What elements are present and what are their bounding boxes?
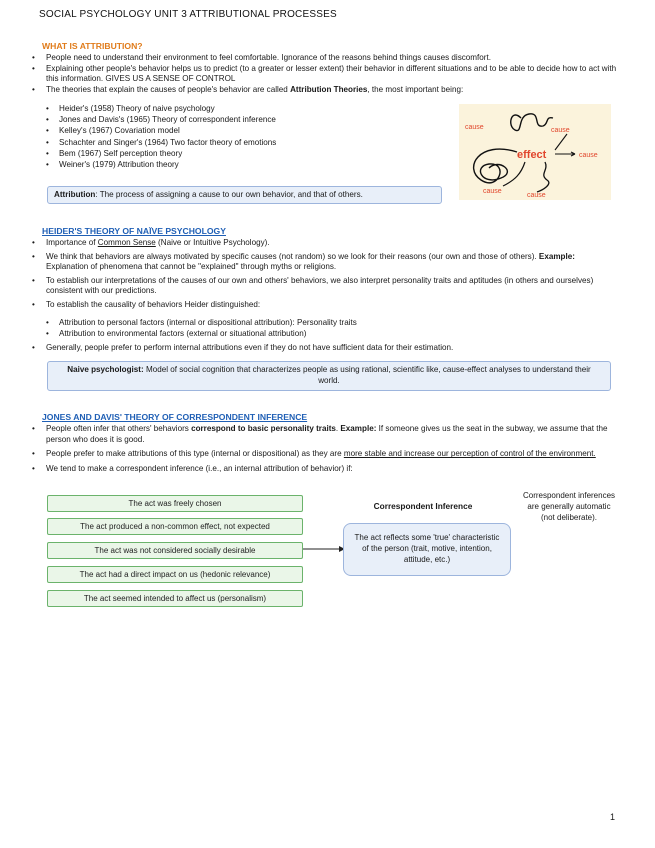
condition-box: The act was not considered socially desirable xyxy=(47,542,303,559)
list-item: • The theories that explain the causes of people's behavior are called Attribution Theories, the most important being: xyxy=(28,85,618,96)
arrow-to-far-cause xyxy=(555,152,575,156)
section-heading-heider: HEIDER'S THEORY OF NAÏVE PSYCHOLOGY xyxy=(42,226,226,236)
list-item: • Jones and Davis's (1965) Theory of correspondent inference xyxy=(28,114,448,125)
condition-box: The act was freely chosen xyxy=(47,495,303,512)
heider-bullets xyxy=(28,238,618,311)
cause-label: cause xyxy=(527,192,546,199)
attribution-definition: Attribution: The process of assigning a cause to our own behavior, and that of others. xyxy=(47,186,442,204)
list-item: • We think that behaviors are always motivated by specific causes (not random) so we look for their reasons (our own and those of others). Example: Explanation of phenomena that cannot be "explained" through myths or religions. xyxy=(28,252,618,273)
correspondent-inference-box: The act reflects some 'true' characteristic of the person (trait, motive, intention, attitude, etc.) xyxy=(343,523,511,576)
list-item: • Generally, people prefer to perform internal attributions even if they do not have sufficient data for their estimation. xyxy=(28,343,618,354)
list-item: • To establish our interpretations of the causes of our own and others' behaviors, we also interpret personality traits and aptitudes (in others and ourselves) consistent with our predictions. xyxy=(28,276,618,297)
list-item: • To establish the causality of behaviors Heider distinguished: xyxy=(28,300,618,311)
cause-label: cause xyxy=(465,124,484,131)
list-item: • Explaining other people's behavior helps us to predict (to a greater or lesser extent) their behavior in different situations and to be able to decide how to act with this information. GIVES US A SENSE OF CONTROL xyxy=(28,64,618,85)
list-item: • Importance of Common Sense (Naive or Intuitive Psychology). xyxy=(28,238,618,249)
scribble-top xyxy=(511,114,553,131)
list-item: • Kelley's (1967) Covariation model xyxy=(28,125,448,136)
heider-sub-bullets xyxy=(28,317,618,339)
cause-label: cause xyxy=(551,127,570,134)
scribble-left-loop xyxy=(474,149,517,183)
theories-list xyxy=(28,103,448,170)
effect-label: effect xyxy=(517,149,547,161)
list-item: • We tend to make a correspondent inference (i.e., an internal attribution of behavior) if: xyxy=(28,464,618,475)
list-item: • Attribution to environmental factors (external or situational attribution) xyxy=(28,328,618,339)
cause-effect-illustration xyxy=(459,104,611,200)
naive-psychologist-definition: Naive psychologist: Model of social cognition that characterizes people as using rational, scientific like, cause-effect analyses to understand their world. xyxy=(47,361,611,391)
condition-box: The act seemed intended to affect us (personalism) xyxy=(47,590,303,607)
attribution-bullets xyxy=(28,53,618,95)
list-item: • Heider's (1958) Theory of naive psychology xyxy=(28,103,448,114)
arrow-to-right-cause xyxy=(555,134,567,150)
heider-bullets-end xyxy=(28,343,618,354)
list-item: • Schachter and Singer's (1964) Two factor theory of emotions xyxy=(28,137,448,148)
cause-label: cause xyxy=(483,188,502,195)
cause-effect-diagram xyxy=(459,104,611,200)
page-number: 1 xyxy=(610,812,616,822)
correspondent-inference-title: Correspondent Inference xyxy=(373,501,473,511)
list-item: • Bem (1967) Self perception theory xyxy=(28,148,448,159)
list-item: • Weiner's (1979) Attribution theory xyxy=(28,159,448,170)
arrow-to-inference xyxy=(303,544,345,554)
list-item: • Attribution to personal factors (internal or dispositional attribution): Personality traits xyxy=(28,317,618,328)
list-item: • People prefer to make attributions of this type (internal or dispositional) as they are more stable and increase our perception of control of the environment. xyxy=(28,449,618,460)
document-title: SOCIAL PSYCHOLOGY UNIT 3 ATTRIBUTIONAL PROCESSES xyxy=(39,9,337,20)
cause-label: cause xyxy=(579,152,598,159)
automatic-note: Correspondent inferences are generally automatic (not deliberate). xyxy=(522,491,616,522)
section-heading-attribution: WHAT IS ATTRIBUTION? xyxy=(42,41,143,51)
condition-box: The act produced a non-common effect, not expected xyxy=(47,518,303,535)
section-heading-jones-davis: JONES AND DAVIS' THEORY OF CORRESPONDENT INFERENCE xyxy=(42,412,308,422)
list-item: • People need to understand their environment to feel comfortable. Ignorance of the reasons behind things causes discomfort. xyxy=(28,53,618,64)
condition-box: The act had a direct impact on us (hedonic relevance) xyxy=(47,566,303,583)
scribble-bottom xyxy=(537,162,549,192)
list-item: • People often infer that others' behaviors correspond to basic personality traits. Example: If someone gives us the seat in the subway, we assume that the person who does it is good. xyxy=(28,424,618,445)
jones-davis-bullets xyxy=(28,424,618,474)
